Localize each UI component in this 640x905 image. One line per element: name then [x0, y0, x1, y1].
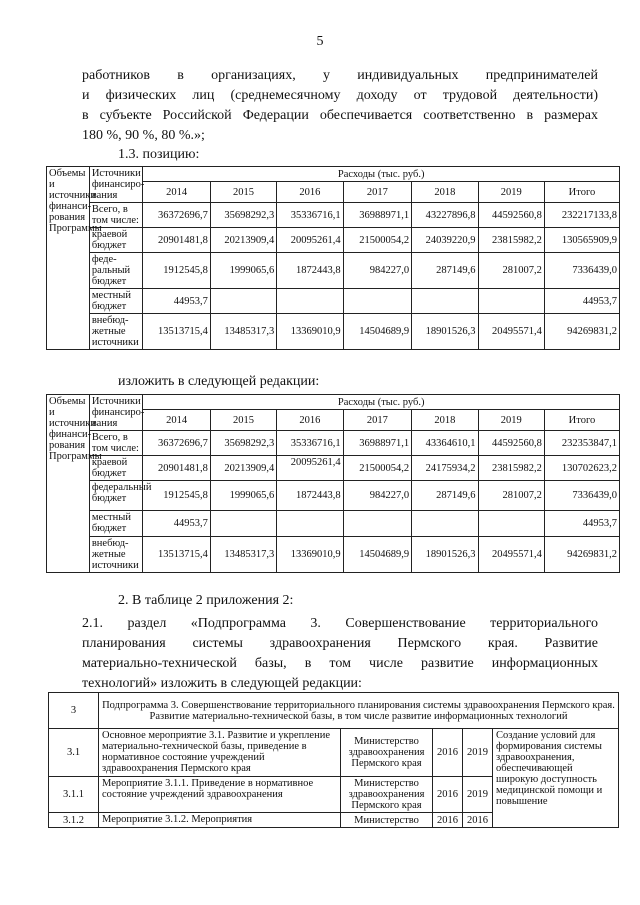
- year-header: 2019: [478, 410, 544, 431]
- value-cell: 20901481,8: [143, 228, 210, 253]
- value-cell: 44953,7: [143, 289, 210, 314]
- value-cell: 14504689,9: [343, 314, 412, 350]
- value-cell: 43227896,8: [412, 203, 478, 228]
- value-cell: 13485317,3: [210, 314, 276, 350]
- value-cell: 20095261,4: [277, 456, 343, 481]
- subprogram-table: [48, 692, 619, 828]
- end-year: 2019: [463, 777, 493, 813]
- replace-instruction: изложить в следующей редакции:: [118, 374, 320, 389]
- item-2-1-line: материально-технической базы, в том числе развитие информационных: [82, 656, 598, 671]
- start-year: 2016: [433, 777, 463, 813]
- value-cell: 13369010,9: [277, 314, 343, 350]
- financing-table-old: [46, 166, 620, 350]
- row-label: Всего, в том числе:: [89, 431, 143, 456]
- value-cell: [478, 289, 544, 314]
- section-number: 3: [49, 693, 99, 729]
- programme-volume-label: Объемы и источники финанси- рования Программы: [47, 167, 90, 350]
- row-label: Всего, в том числе:: [89, 203, 143, 228]
- value-cell: 35336716,1: [277, 203, 343, 228]
- value-cell: 21500054,2: [343, 228, 412, 253]
- row-label: внебюд- жетные источники: [89, 537, 143, 573]
- value-cell: 43364610,1: [412, 431, 478, 456]
- value-cell: [210, 511, 276, 537]
- value-cell: [210, 289, 276, 314]
- end-year: 2019: [463, 729, 493, 777]
- value-cell: 20495571,4: [478, 537, 544, 573]
- value-cell: 44592560,8: [478, 431, 544, 456]
- expenses-header: Расходы (тыс. руб.): [143, 167, 620, 182]
- start-year: 2016: [433, 813, 463, 828]
- value-cell: 281007,2: [478, 481, 544, 511]
- value-cell: 13513715,4: [143, 314, 210, 350]
- row-label: местный бюджет: [89, 511, 143, 537]
- value-cell: [412, 511, 478, 537]
- year-header: 2015: [210, 182, 276, 203]
- value-cell: 20095261,4: [277, 228, 343, 253]
- executor: Министерство: [341, 813, 433, 828]
- value-cell: 13513715,4: [143, 537, 210, 573]
- value-cell: 984227,0: [343, 481, 412, 511]
- total-cell: 232353847,1: [544, 431, 619, 456]
- value-cell: 984227,0: [343, 253, 412, 289]
- item-2-1-paragraph: [82, 614, 598, 694]
- activity-name: Основное мероприятие 3.1. Развитие и укрепление материально-технической базы, приведение в нормативное состояние учреждений здравоохранения Пермского края: [99, 729, 341, 777]
- item-2-1-line: 2.1. раздел «Подпрограмма 3. Совершенствование территориального: [82, 616, 598, 631]
- year-header: 2016: [277, 410, 343, 431]
- intro-line: работников в организациях, у индивидуальных предпринимателей: [82, 68, 598, 83]
- end-year: 2016: [463, 813, 493, 828]
- year-header: 2017: [343, 182, 412, 203]
- value-cell: 20495571,4: [478, 314, 544, 350]
- total-header: Итого: [544, 182, 619, 203]
- value-cell: 1912545,8: [143, 253, 210, 289]
- value-cell: 36372696,7: [143, 203, 210, 228]
- year-header: 2018: [412, 410, 478, 431]
- item-2-1-line: планирования системы здравоохранения Пермского края. Развитие: [82, 636, 598, 651]
- year-header: 2017: [343, 410, 412, 431]
- value-cell: 24039220,9: [412, 228, 478, 253]
- expected-result: Создание условий для формирования системы здравоохранения, обеспечивающей широкую доступность медицинской помощи и повышение: [493, 729, 619, 828]
- value-cell: [277, 289, 343, 314]
- value-cell: 44592560,8: [478, 203, 544, 228]
- year-header: 2014: [143, 410, 210, 431]
- row-label: краевой бюджет: [89, 228, 143, 253]
- total-header: Итого: [544, 410, 619, 431]
- value-cell: 1872443,8: [277, 481, 343, 511]
- intro-line: 180 %, 90 %, 80 %.»;: [82, 128, 205, 143]
- value-cell: 35336716,1: [277, 431, 343, 456]
- row-label: местный бюджет: [89, 289, 143, 314]
- row-label: внебюд- жетные источники: [89, 314, 143, 350]
- total-cell: 7336439,0: [544, 481, 619, 511]
- total-cell: 130565909,9: [544, 228, 619, 253]
- total-cell: 44953,7: [544, 511, 619, 537]
- sources-header: Источники финансиро- вания: [89, 167, 143, 203]
- start-year: 2016: [433, 729, 463, 777]
- page-number: 5: [316, 34, 324, 49]
- value-cell: [478, 511, 544, 537]
- value-cell: 44953,7: [143, 511, 210, 537]
- programme-volume-label: Объемы и источники финанси- рования Программы: [47, 395, 90, 573]
- value-cell: 23815982,2: [478, 456, 544, 481]
- value-cell: 20213909,4: [210, 228, 276, 253]
- value-cell: 1872443,8: [277, 253, 343, 289]
- row-number: 3.1.1: [49, 777, 99, 813]
- executor: Министерство здравоохранения Пермского края: [341, 729, 433, 777]
- total-cell: 94269831,2: [544, 537, 619, 573]
- intro-line: и физических лиц (среднемесячному доходу от трудовой деятельности): [82, 88, 598, 103]
- value-cell: 20213909,4: [210, 456, 276, 481]
- executor: Министерство здравоохранения Пермского края: [341, 777, 433, 813]
- value-cell: [343, 511, 412, 537]
- value-cell: 1999065,6: [210, 481, 276, 511]
- value-cell: 35698292,3: [210, 203, 276, 228]
- year-header: 2019: [478, 182, 544, 203]
- value-cell: 1912545,8: [143, 481, 210, 511]
- value-cell: 14504689,9: [343, 537, 412, 573]
- financing-table-new: [46, 394, 620, 573]
- row-label: краевой бюджет: [89, 456, 143, 481]
- activity-name: Мероприятие 3.1.2. Мероприятия: [99, 813, 341, 828]
- total-cell: 94269831,2: [544, 314, 619, 350]
- value-cell: 36372696,7: [143, 431, 210, 456]
- section-title: Подпрограмма 3. Совершенствование территориального планирования системы здравоохранения Пермского края. Развитие материально-технической базы, в том числе развитие информационных технологий: [99, 693, 619, 729]
- total-cell: 7336439,0: [544, 253, 619, 289]
- sources-header: Источники финансиро- вания: [89, 395, 143, 431]
- expenses-header: Расходы (тыс. руб.): [143, 395, 620, 410]
- row-label: феде- ральный бюджет: [89, 253, 143, 289]
- value-cell: 281007,2: [478, 253, 544, 289]
- value-cell: 24175934,2: [412, 456, 478, 481]
- row-number: 3.1: [49, 729, 99, 777]
- year-header: 2015: [210, 410, 276, 431]
- value-cell: 287149,6: [412, 481, 478, 511]
- value-cell: [412, 289, 478, 314]
- value-cell: 20901481,8: [143, 456, 210, 481]
- total-cell: 130702623,2: [544, 456, 619, 481]
- value-cell: [277, 511, 343, 537]
- value-cell: [343, 289, 412, 314]
- row-label: федеральный бюджет: [89, 481, 143, 511]
- activity-name: Мероприятие 3.1.1. Приведение в нормативное состояние учреждений здравоохранения: [99, 777, 341, 813]
- intro-paragraph: [82, 66, 598, 146]
- value-cell: 18901526,3: [412, 537, 478, 573]
- value-cell: 21500054,2: [343, 456, 412, 481]
- year-header: 2016: [277, 182, 343, 203]
- year-header: 2014: [143, 182, 210, 203]
- value-cell: 18901526,3: [412, 314, 478, 350]
- item-2: 2. В таблице 2 приложения 2:: [118, 593, 294, 608]
- value-cell: 13369010,9: [277, 537, 343, 573]
- item-1-3: 1.3. позицию:: [118, 147, 200, 162]
- value-cell: 287149,6: [412, 253, 478, 289]
- row-number: 3.1.2: [49, 813, 99, 828]
- value-cell: 23815982,2: [478, 228, 544, 253]
- total-cell: 232217133,8: [544, 203, 619, 228]
- intro-line: в субъекте Российской Федерации обеспечивается соответственно в размерах: [82, 108, 598, 123]
- value-cell: 36988971,1: [343, 203, 412, 228]
- value-cell: 36988971,1: [343, 431, 412, 456]
- year-header: 2018: [412, 182, 478, 203]
- value-cell: 1999065,6: [210, 253, 276, 289]
- total-cell: 44953,7: [544, 289, 619, 314]
- value-cell: 13485317,3: [210, 537, 276, 573]
- item-2-1-line: технологий» изложить в следующей редакции:: [82, 676, 362, 691]
- value-cell: 35698292,3: [210, 431, 276, 456]
